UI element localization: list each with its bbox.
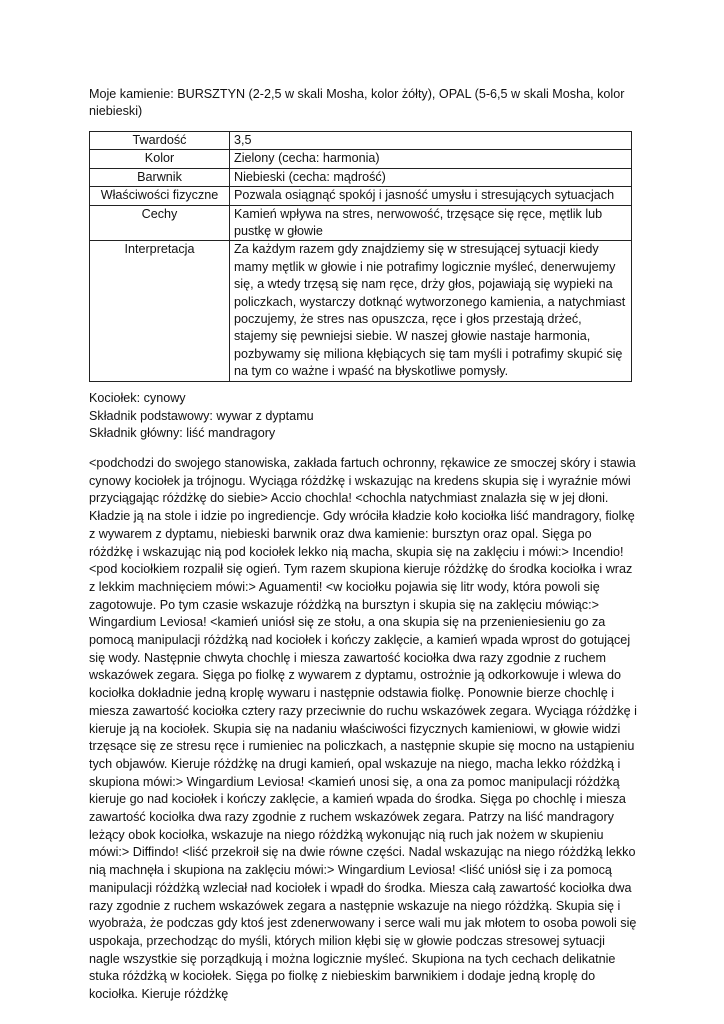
- table-row: [90, 150, 632, 168]
- base-ingredient-line: Składnik podstawowy: wywar z dyptamu: [89, 408, 314, 423]
- table-row: [90, 205, 632, 241]
- row-value: Kamień wpływa na stres, nerwowość, trzęsące się ręce, mętlik lub pustkę w głowie: [230, 205, 632, 241]
- stone-properties-table: [89, 131, 632, 382]
- row-label: Kolor: [90, 150, 230, 168]
- row-value: Pozwala osiągnąć spokój i jasność umysłu i stresujących sytuacjach: [230, 187, 632, 205]
- row-value: Niebieski (cecha: mądrość): [230, 168, 632, 186]
- row-label: Barwnik: [90, 168, 230, 186]
- potion-meta: [89, 390, 314, 443]
- row-label: Cechy: [90, 205, 230, 241]
- main-ingredient-line: Składnik główny: liść mandragory: [89, 426, 276, 441]
- row-label: Właściwości fizyczne: [90, 187, 230, 205]
- body-paragraph: <podchodzi do swojego stanowiska, zakłada fartuch ochronny, rękawice ze smoczej skóry i stawia cynowy kociołek ja trójnogu. Wyciąga różdżkę i wskazując na kredens skupia się i wyraźnie mówi przyciągając różdżkę do siebie> Accio chochla! <chochla natychmiast znalazła się w jej dłoni. Kładzie ją na stole i idzie po ingrediencje. Gdy wróciła kładzie koło kociołka liść mandragory, fiolkę z wywarem z dyptamu, niebieski barwnik oraz dwa kamienie: bursztyn oraz opal. Sięga po różdżkę i wskazując nią pod kociołek lekko nią macha, skupia się na zaklęciu i mówi:> Incendio! <pod kociołkiem rozpalił się ogień. Tym razem skupiona kieruje różdżkę do środka kociołka i wraz z lekkim machnięciem mówi:> Aguamenti! <w kociołku pojawia się litr wody, która powoli się zagotowuje. Po tym czasie wskazuje różdżką na bursztyn i skupia się na zaklęciu mówiąc:> Wingardium Leviosa! <kamień uniósł się ze stołu, a ona skupia się na przenieniesieniu go za pomocą manipulacji różdżką nad kociołek i kończy zaklęcie, a kamień wpada wprost do gotującej się wody. Następnie chwyta chochlę i miesza zawartość kociołka dwa razy zgodnie z ruchem wskazówek zegara. Sięga po fiolkę z wywarem z dyptamu, ostrożnie ją odkorkowuje i wlewa do kociołka dokładnie jedną kroplę wywaru i następnie odstawia fiolkę. Ponownie bierze chochlę i miesza zawartość kociołka cztery razy przeciwnie do ruchu wskazówek zegara. Wyciąga różdżkę i kieruje ją na kociołek. Skupia się na nadaniu właściwości fizycznych kamieniowi, w głowie widzi trzęsące się ze stresu ręce i rumieniec na policzkach, a następnie skupie się mocno na ustąpieniu tych objawów. Kieruje różdżkę na drugi kamień, opal wskazuje na niego, macha lekko różdżką i skupiona mówi:> Wingardium Leviosa! <kamień unosi się, a ona za pomoc manipulacji różdżką kieruje go nad kociołek i kończy zaklęcie, a kamień wpada do środka. Sięga po chochlę i miesza zawartość kociołka dwa razy zgodnie z ruchem wskazówek zegara. Patrzy na liść mandragory leżący obok kociołka, wskazuje na niego różdżką wykonując nią ruch jak nożem w skupieniu mówi:> Diffindo! <liść przekroił się na dwie równe części. Nadal wskazując na niego różdżką lekko nią machnęła i skupiona na zaklęciu mówi:> Wingardium Leviosa! <liść uniósł się i za pomocą manipulacji różdżką wzleciał nad kociołek i wpadł do środka. Miesza całą zawartość kociołka dwa razy zgodnie z ruchem wskazówek zegara a następnie wskazuje na niego różdżką. Skupia się i wyobraża, że podczas gdy ktoś jest zdenerwowany i serce wali mu jak młotem to osoba powoli się uspokaja, przechodząc do myśli, których milion kłębi się w głowie podczas stresowej sytuacji nagle wszystkie się porządkują i można logicznie myśleć. Skupiona na tych cechach delikatnie stuka różdżką w kociołek. Sięga po fiolkę z niebieskim barwnikiem i dodaje jedną kroplę do kociołka. Kieruje różdżkę: [89, 456, 637, 1002]
- row-value: 3,5: [230, 132, 632, 150]
- table-row: [90, 132, 632, 150]
- row-label: Interpretacja: [90, 241, 230, 381]
- row-value: Za każdym razem gdy znajdziemy się w stresującej sytuacji kiedy mamy mętlik w głowie i nie potrafimy logicznie myśleć, denerwujemy się, a wtedy trzęsą się nam ręce, drży głos, pojawiają się wypieki na policzkach, wystarczy dotknąć wytworzonego kamienia, a natychmiast poczujemy, że stres nas opuszcza, ręce i głos przestają drżeć, stajemy się pewniejsi siebie. W naszej głowie nastaje harmonia, pozbywamy się miliona kłębiących się tam myśli i potrafimy skupić się na tym co ważne i wpaść na błyskotliwe pomysły.: [230, 241, 632, 381]
- row-value: Zielony (cecha: harmonia): [230, 150, 632, 168]
- table-row: [90, 168, 632, 186]
- table-row: [90, 241, 632, 381]
- row-label: Twardość: [90, 132, 230, 150]
- cauldron-line: Kociołek: cynowy: [89, 391, 186, 405]
- intro-paragraph: Moje kamienie: BURSZTYN (2-2,5 w skali Mosha, kolor żółty), OPAL (5-6,5 w skali Mosha, kolor niebieski): [89, 87, 625, 119]
- table-row: [90, 187, 632, 205]
